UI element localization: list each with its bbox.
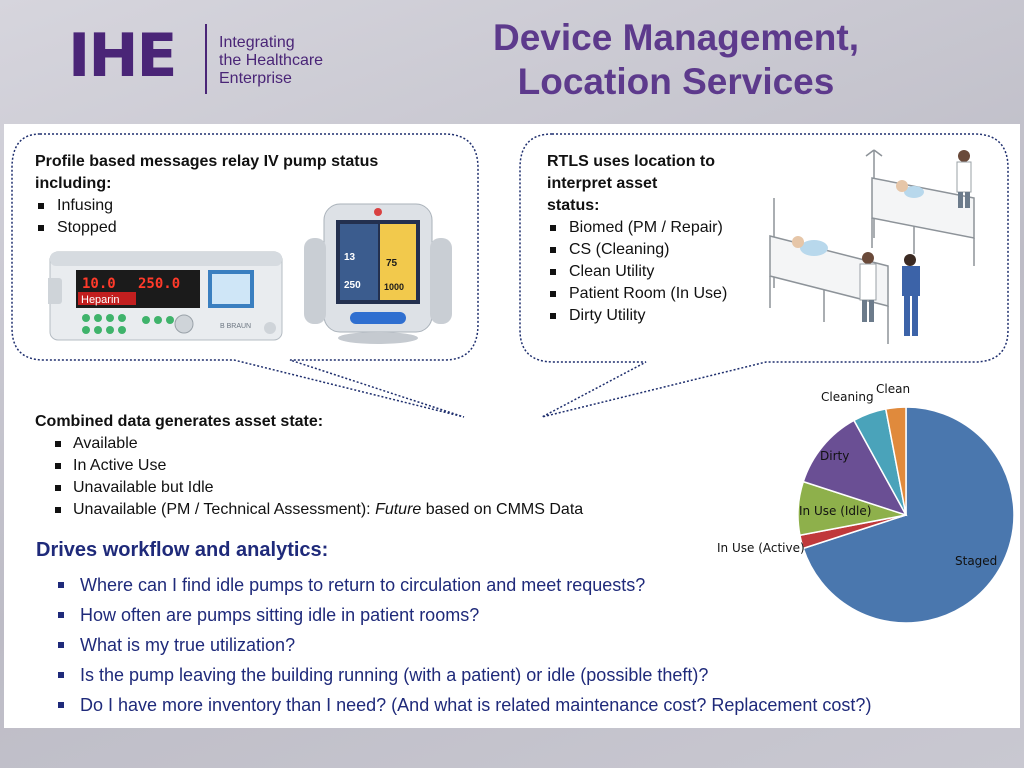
list-item: Do I have more inventory than I need? (And what is related maintenance cost? Replacement cost?) <box>54 690 871 720</box>
list-item: CS (Cleaning) <box>547 239 727 261</box>
drives-heading: Drives workflow and analytics: <box>36 539 329 561</box>
list-item: Patient Room (In Use) <box>547 283 727 305</box>
analytics-question-list <box>54 570 871 720</box>
item-text: Unavailable (PM / Technical Assessment): <box>73 501 376 518</box>
pie-label-clean: Clean <box>876 382 911 396</box>
list-item <box>35 499 583 521</box>
logo-line: Integrating <box>219 34 295 51</box>
right-bubble-heading: RTLS uses location to <box>547 153 716 170</box>
list-item: Is the pump leaving the building running (with a patient) or idle (possible theft)? <box>54 660 871 690</box>
list-item: Stopped <box>35 217 378 239</box>
list-item: Biomed (PM / Repair) <box>547 217 727 239</box>
pump-drug: Heparin <box>81 294 120 306</box>
logo-line: Enterprise <box>219 70 292 87</box>
list-item: Available <box>35 433 583 455</box>
logo-divider <box>205 24 207 94</box>
list-item: Dirty Utility <box>547 305 727 327</box>
pie-label-dirty: Dirty <box>820 449 850 463</box>
pump-rate1: 10.0 <box>82 276 116 292</box>
location-list <box>547 217 727 327</box>
hospital-scene-image <box>764 148 1008 362</box>
slide-content <box>4 124 1020 728</box>
pie-label-staged: Staged <box>955 554 998 568</box>
logo-line: the Healthcare <box>219 52 324 69</box>
drives-section <box>54 570 871 720</box>
title-line: Location Services <box>517 61 835 102</box>
asset-state-list <box>35 433 583 521</box>
list-item: Where can I find idle pumps to return to circulation and meet requests? <box>54 570 871 600</box>
list-item: Unavailable but Idle <box>35 477 583 499</box>
pump-brand: B BRAUN <box>220 323 252 330</box>
pie-label-cleaning: Cleaning <box>821 390 874 404</box>
monitor-value: 13 <box>344 252 356 263</box>
left-bubble-heading: Profile based messages relay IV pump status <box>35 153 379 170</box>
slide-title <box>452 16 900 104</box>
slide-header <box>0 0 1024 124</box>
pump-rate2: 250.0 <box>138 276 181 292</box>
right-bubble-text <box>547 151 727 327</box>
infusion-pump-image <box>48 248 284 344</box>
pump-monitor-image <box>302 200 454 350</box>
ihe-logo-mark: IHE <box>68 21 176 91</box>
item-italic-text: Future <box>375 501 422 518</box>
title-line: Device Management, <box>492 17 860 58</box>
combined-heading: Combined data generates asset state: <box>35 413 324 430</box>
list-item: Clean Utility <box>547 261 727 283</box>
left-bubble-heading: including: <box>35 175 112 192</box>
right-bubble-heading: interpret asset <box>547 175 658 192</box>
list-item: What is my true utilization? <box>54 630 871 660</box>
nurse-figures <box>860 252 920 336</box>
monitor-value: 1000 <box>384 282 405 292</box>
list-item: How often are pumps sitting idle in patient rooms? <box>54 600 871 630</box>
list-item: Infusing <box>35 195 378 217</box>
right-bubble-heading: status: <box>547 197 600 214</box>
monitor-value: 75 <box>386 258 398 269</box>
item-text: based on CMMS Data <box>421 501 584 518</box>
pie-label-in-use-active: In Use (Active) <box>717 541 805 555</box>
monitor-value: 250 <box>344 280 361 291</box>
pie-label-in-use-idle: In Use (Idle) <box>799 504 872 518</box>
list-item: In Active Use <box>35 455 583 477</box>
combined-section <box>35 411 583 521</box>
ihe-logo-text <box>219 34 349 88</box>
